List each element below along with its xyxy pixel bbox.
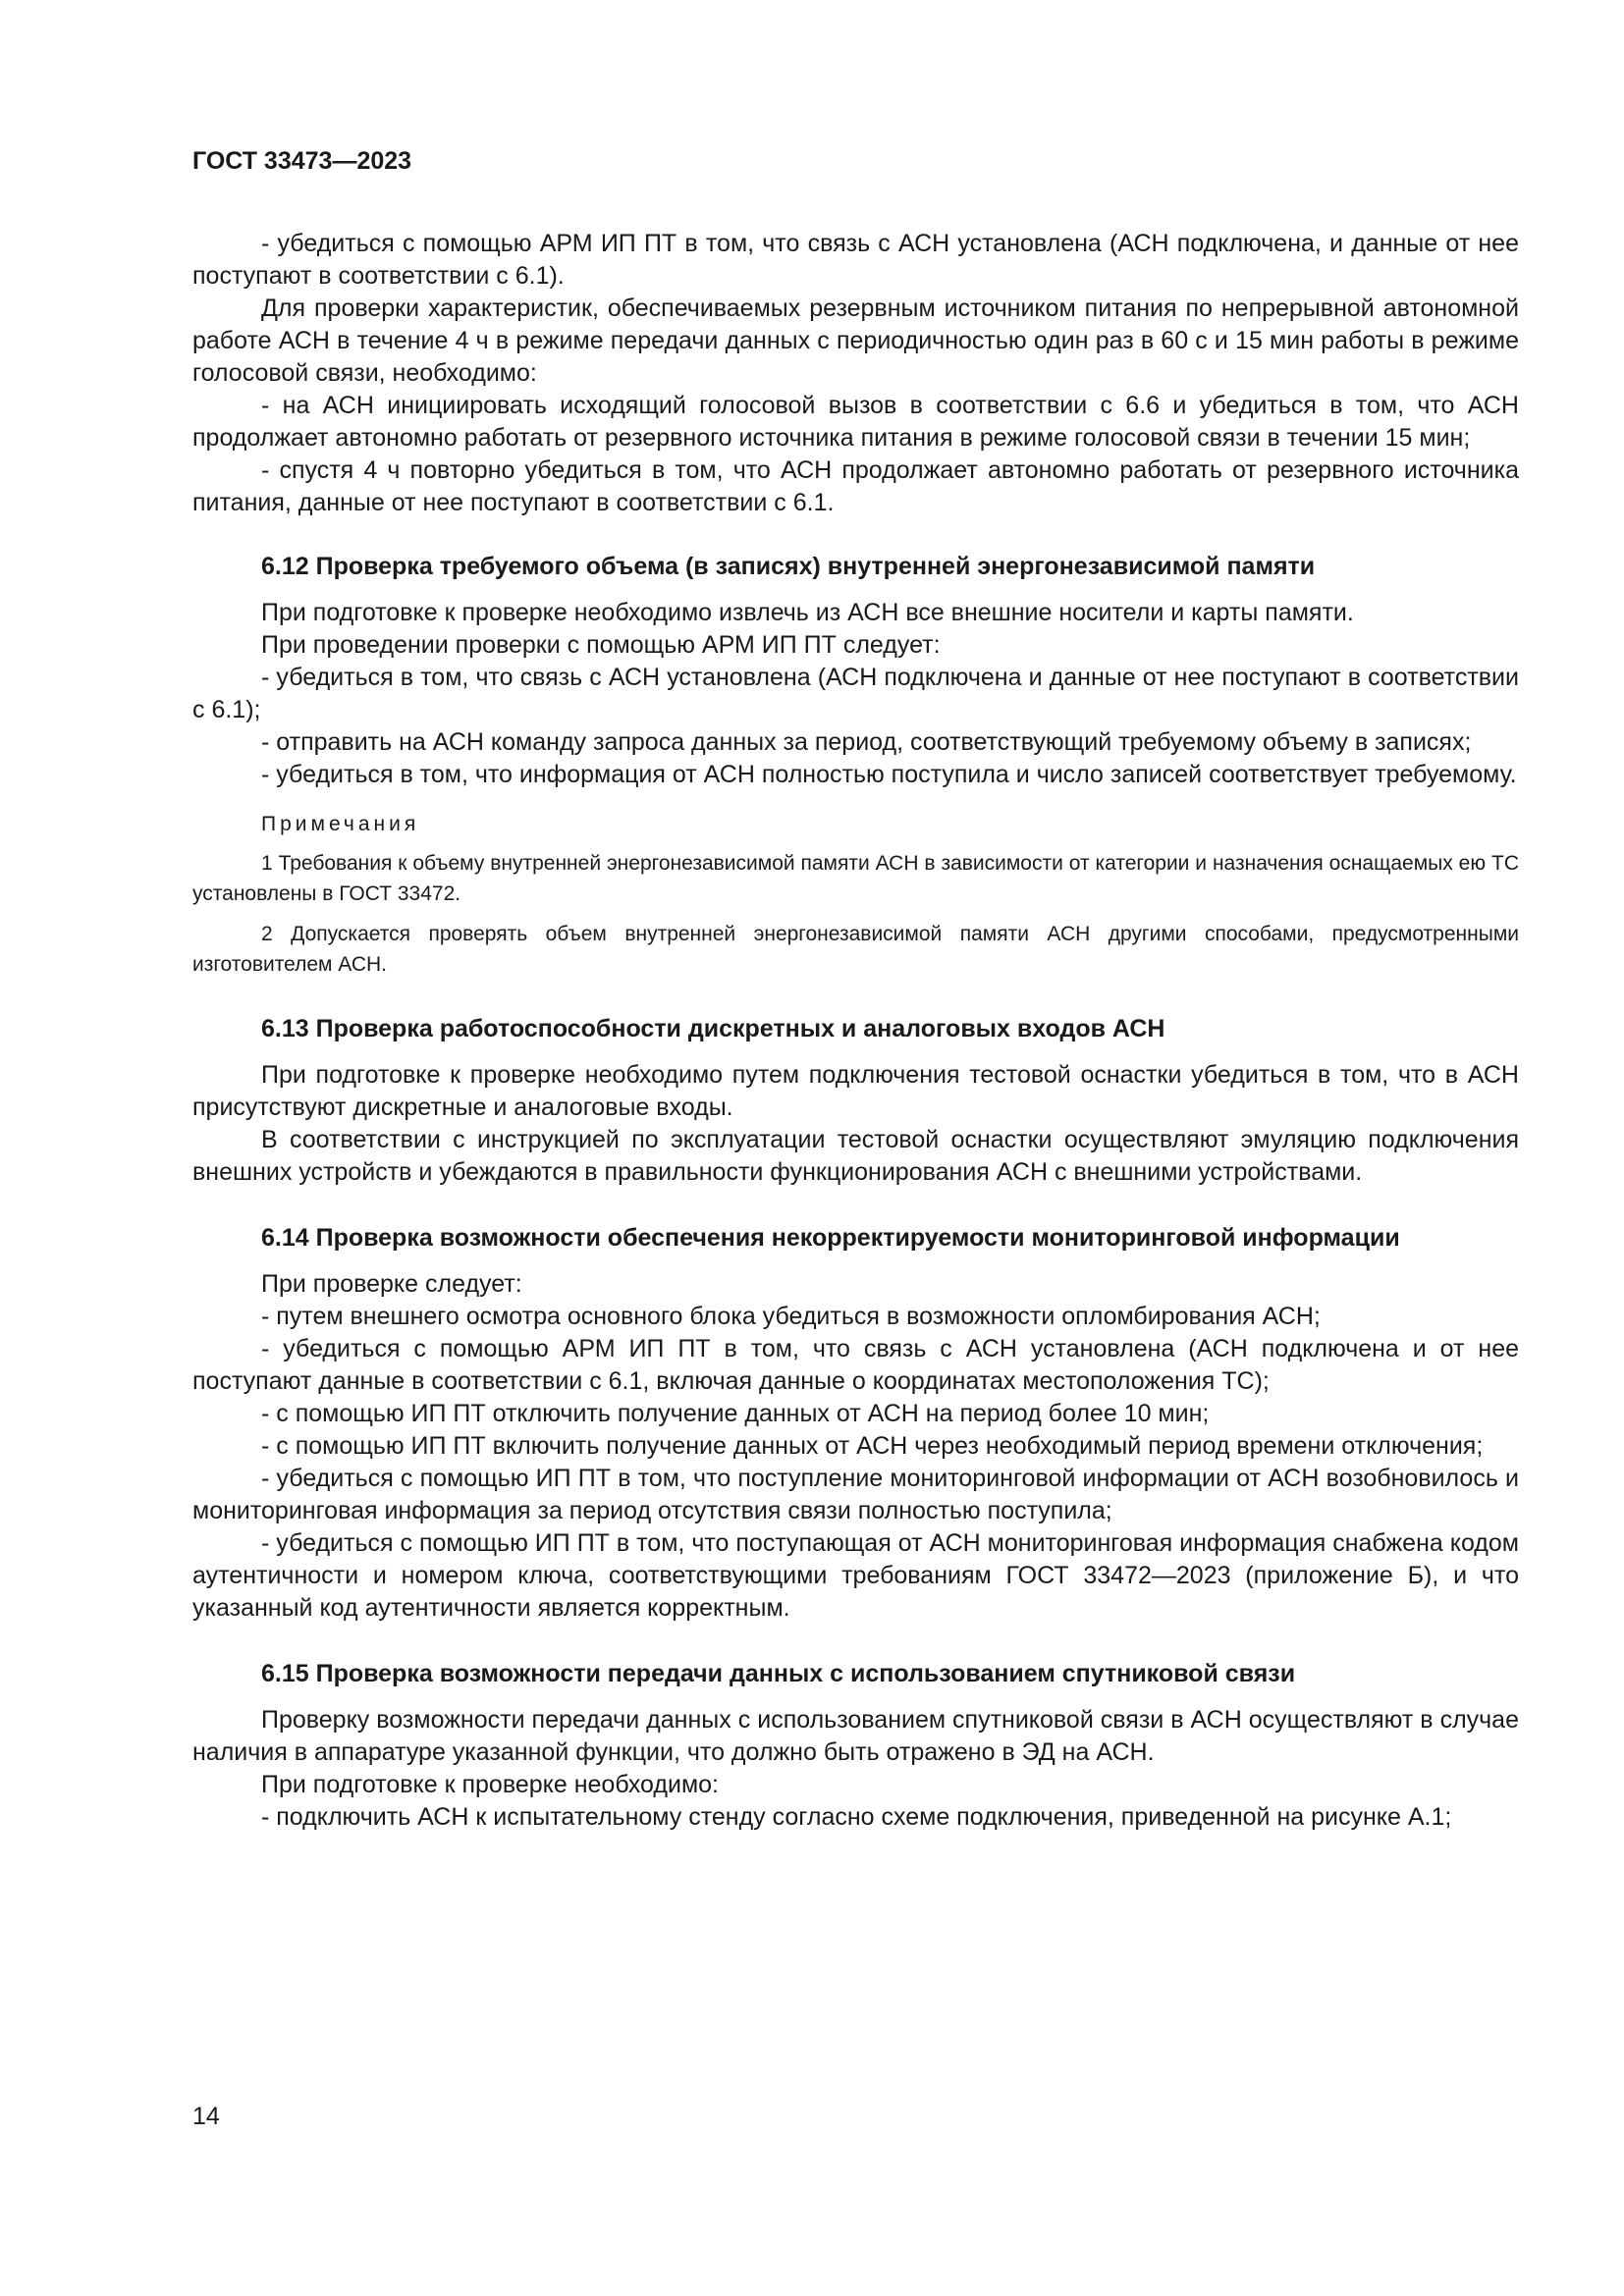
section-heading: 6.12 Проверка требуемого объема (в записях) внутренней энергонезависимой памяти bbox=[261, 553, 1316, 580]
paragraph: - путем внешнего осмотра основного блока убедиться в возможности опломбирования АСН; bbox=[261, 1303, 1321, 1330]
paragraph: При подготовке к проверке необходимо путем подключения тестовой оснастки убедиться в том, что в АСН присутствуют дискретные и аналоговые входы. bbox=[192, 1061, 1519, 1121]
paragraph: - убедиться с помощью АРМ ИП ПТ в том, что связь с АСН установлена (АСН подключена и от нее поступают данные в соответствии с 6.1, включая данные о координатах местоположения ТС); bbox=[192, 1335, 1519, 1395]
section-6-14 bbox=[192, 1222, 1519, 1625]
paragraph: - убедиться в том, что связь с АСН установлена (АСН подключена и данные от нее поступают в соответствии с 6.1); bbox=[192, 664, 1519, 723]
paragraph: При подготовке к проверке необходимо: bbox=[261, 1771, 719, 1798]
note: 1 Требования к объему внутренней энергонезависимой памяти АСН в зависимости от категории и назначения оснащаемых ею ТС установлены в ГОСТ 33472. bbox=[192, 852, 1519, 905]
paragraph: Для проверки характеристик, обеспечиваемых резервным источником питания по непрерывной автономной работе АСН в течение 4 ч в режиме передачи данных с периодичностью один раз в 60 с и 15 мин работы в режиме голосовой связи, необходимо: bbox=[192, 294, 1519, 387]
paragraph: В соответствии с инструкцией по эксплуатации тестовой оснастки осуществляют эмуляцию подключения внешних устройств и убеждаются в правильности функционирования АСН с внешними устройствами. bbox=[192, 1126, 1519, 1186]
paragraph: - с помощью ИП ПТ отключить получение данных от АСН на период более 10 мин; bbox=[261, 1400, 1210, 1427]
paragraph: Проверку возможности передачи данных с использованием спутниковой связи в АСН осуществляют в случае наличия в аппаратуре указанной функции, что должно быть отражено в ЭД на АСН. bbox=[192, 1706, 1519, 1766]
paragraph: При проверке следует: bbox=[261, 1270, 522, 1298]
document-body bbox=[192, 228, 1519, 1834]
paragraph: При проведении проверки с помощью АРМ ИП ПТ следует: bbox=[261, 631, 941, 659]
paragraph: - убедиться с помощью ИП ПТ в том, что поступление мониторинговой информации от АСН возобновилось и мониторинговая информация за период отсутствия связи полностью поступила; bbox=[192, 1465, 1519, 1524]
paragraph: - убедиться с помощью АРМ ИП ПТ в том, что связь с АСН установлена (АСН подключена, и данные от нее поступают в соответствии с 6.1). bbox=[192, 230, 1519, 290]
document-code: ГОСТ 33473—2023 bbox=[192, 147, 412, 175]
paragraph: - на АСН инициировать исходящий голосовой вызов в соответствии с 6.6 и убедиться в том, что АСН продолжает автономно работать от резервного источника питания в режиме голосовой связи в течении 15 мин; bbox=[192, 392, 1519, 452]
section-heading: 6.15 Проверка возможности передачи данных с использованием спутниковой связи bbox=[261, 1660, 1296, 1687]
note: 2 Допускается проверять объем внутренней энергонезависимой памяти АСН другими способами, предусмотренными изготовителем АСН. bbox=[192, 923, 1519, 976]
paragraph: - подключить АСН к испытательному стенду согласно схеме подключения, приведенной на рисунке А.1; bbox=[261, 1803, 1452, 1831]
section-heading: 6.14 Проверка возможности обеспечения некорректируемости мониторинговой информации bbox=[261, 1224, 1400, 1252]
section-heading: 6.13 Проверка работоспособности дискретных и аналоговых входов АСН bbox=[261, 1015, 1165, 1042]
notes-title: Примечания bbox=[261, 813, 420, 835]
paragraph: - убедиться в том, что информация от АСН полностью поступила и число записей соответствует требуемому. bbox=[261, 761, 1517, 788]
section-6-15 bbox=[192, 1658, 1519, 1834]
paragraph: - отправить на АСН команду запроса данных за период, соответствующий требуемому объему в записях; bbox=[261, 728, 1472, 756]
section-6-13 bbox=[192, 1013, 1519, 1189]
intro-block bbox=[192, 228, 1519, 519]
paragraph: При подготовке к проверке необходимо извлечь из АСН все внешние носители и карты памяти. bbox=[261, 599, 1354, 626]
paragraph: - убедиться с помощью ИП ПТ в том, что поступающая от АСН мониторинговая информация снабжена кодом аутентичности и номером ключа, соответствующими требованиям ГОСТ 33472—2023 (приложение Б), и что указанный код аутентичности является корректным. bbox=[192, 1529, 1519, 1622]
page-number: 14 bbox=[192, 2103, 220, 2130]
paragraph: - с помощью ИП ПТ включить получение данных от АСН через необходимый период времени отключения; bbox=[261, 1432, 1484, 1460]
paragraph: - спустя 4 ч повторно убедиться в том, что АСН продолжает автономно работать от резервного источника питания, данные от нее поступают в соответствии с 6.1. bbox=[192, 456, 1519, 516]
section-6-12 bbox=[192, 551, 1519, 980]
